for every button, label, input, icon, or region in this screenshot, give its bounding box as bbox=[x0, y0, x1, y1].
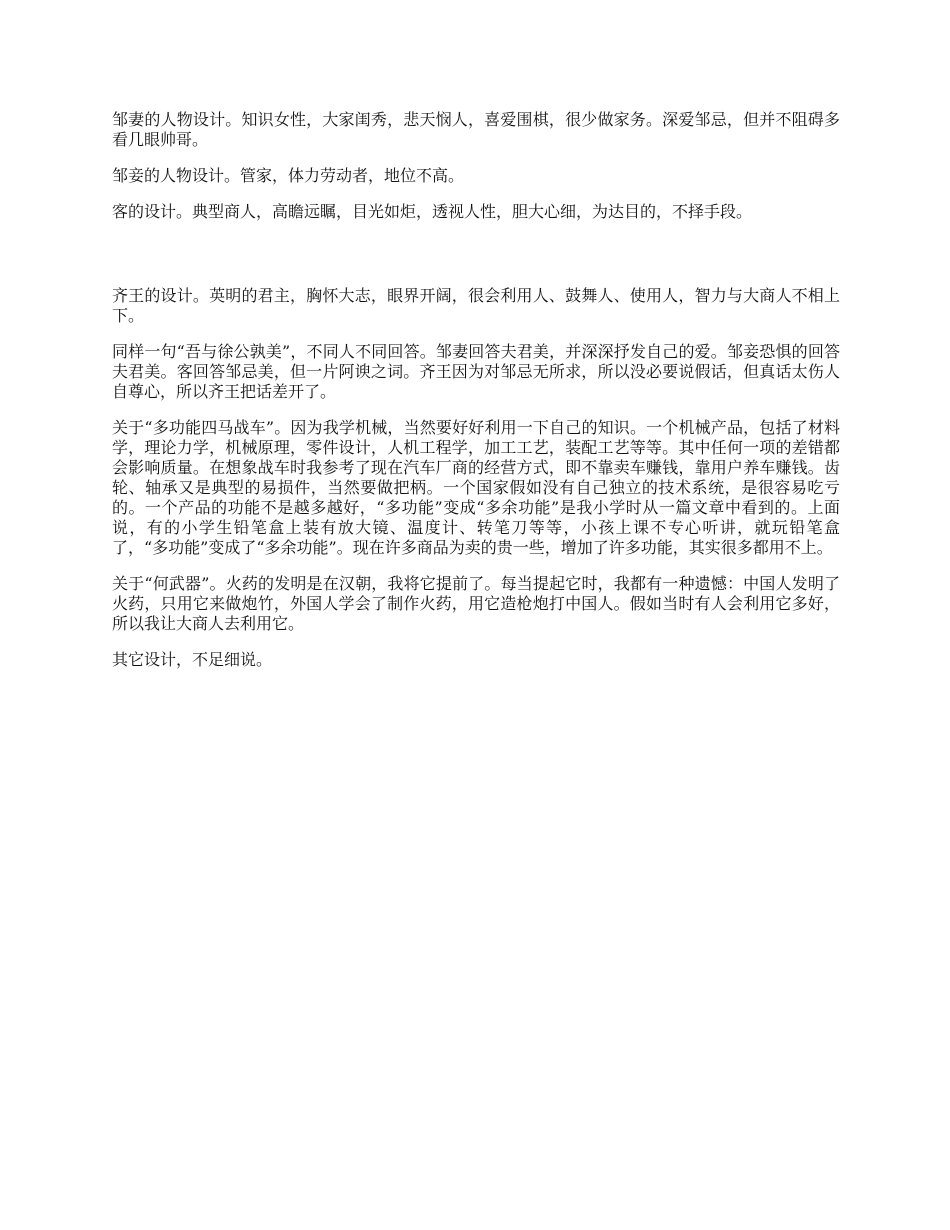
paragraph-zou-wife: 邹妻的人物设计。知识女性，大家闺秀，悲天悯人，喜爱围棋，很少做家务。深爱邹忌，但并不阻碍多看几眼帅哥。 bbox=[112, 110, 840, 149]
paragraph-zou-concubine: 邹妾的人物设计。管家，体力劳动者，地位不高。 bbox=[112, 166, 465, 185]
paragraph-weapon: 关于“何武器”。火药的发明是在汉朝，我将它提前了。每当提起它时，我都有一种遗憾：中国人发明了火药，只用它来做炮竹，外国人学会了制作火药，用它造枪炮打中国人。假如当时有人会利用它多好，所以我让大商人去利用它。 bbox=[112, 574, 840, 633]
document-body bbox=[112, 110, 840, 686]
paragraph-other-designs: 其它设计，不足细说。 bbox=[112, 650, 273, 669]
paragraph-same-question: 同样一句“吾与徐公孰美”，不同人不同回答。邹妻回答夫君美，并深深抒发自己的爱。邹妾恐惧的回答夫君美。客回答邹忌美，但一片阿谀之词。齐王因为对邹忌无所求，所以没必要说假话，但真话太伤人自尊心，所以齐王把话差开了。 bbox=[112, 342, 840, 401]
paragraph-chariot: 关于“多功能四马战车”。因为我学机械，当然要好好利用一下自己的知识。一个机械产品，包括了材料学，理论力学，机械原理，零件设计，人机工程学，加工工艺，装配工艺等等。其中任何一项的差错都会影响质量。在想象战车时我参考了现在汽车厂商的经营方式，即不靠卖车赚钱，靠用户养车赚钱。齿轮、轴承又是典型的易损件，当然要做把柄。一个国家假如没有自己独立的技术系统，是很容易吃亏的。一个产品的功能不是越多越好，“多功能”变成“多余功能”是我小学时从一篇文章中看到的。上面说，有的小学生铅笔盒上装有放大镜、温度计、转笔刀等等，小孩上课不专心听讲，就玩铅笔盒了，“多功能”变成了“多余功能”。现在许多商品为卖的贵一些，增加了许多功能，其实很多都用不上。 bbox=[112, 418, 840, 557]
section-gap bbox=[112, 238, 840, 286]
paragraph-king-qi: 齐王的设计。英明的君主，胸怀大志，眼界开阔，很会利用人、鼓舞人、使用人，智力与大商人不相上下。 bbox=[112, 286, 840, 325]
paragraph-guest: 客的设计。典型商人，高瞻远瞩，目光如炬，透视人性，胆大心细，为达目的，不择手段。 bbox=[112, 202, 753, 221]
